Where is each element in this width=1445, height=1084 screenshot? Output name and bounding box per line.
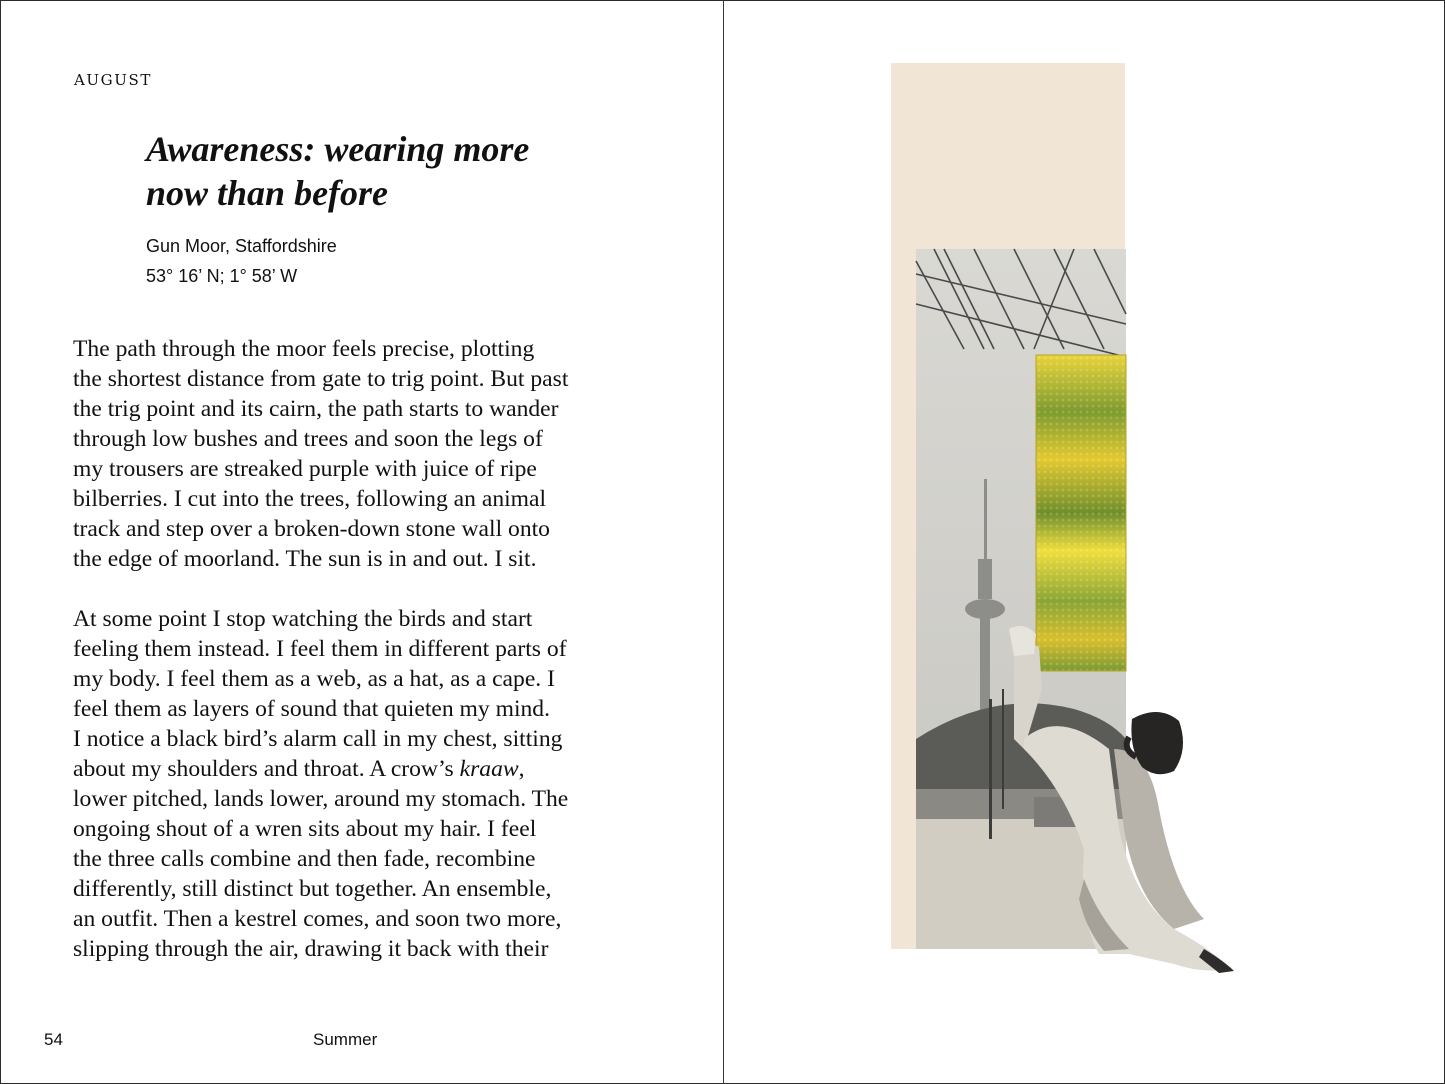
text-line: differently, still distinct but together. An ensemble,: [73, 876, 552, 902]
text-fragment: about my shoulders and throat. A crow’s: [73, 756, 460, 782]
text-line: feeling them instead. I feel them in different parts of: [73, 636, 567, 662]
text-line: my trousers are streaked purple with juice of ripe: [73, 456, 537, 482]
chapter-title: [146, 127, 566, 215]
text-line: the shortest distance from gate to trig point. But past: [73, 366, 569, 392]
running-head: Summer: [313, 1030, 378, 1049]
page-number: 54: [44, 1030, 63, 1049]
chapter-title-line: now than before: [146, 173, 389, 213]
location-coordinates: 53° 16’ N; 1° 58’ W: [146, 266, 298, 286]
text-line: The path through the moor feels precise, plotting: [73, 336, 535, 362]
patterned-panel: [1036, 355, 1126, 671]
italic-word: kraaw: [459, 756, 519, 782]
location-name: Gun Moor, Staffordshire: [146, 236, 337, 256]
text-line: the edge of moorland. The sun is in and out. I sit.: [73, 546, 537, 572]
text-line: feel them as layers of sound that quieten my mind.: [73, 696, 551, 722]
text-line: track and step over a broken-down stone wall onto: [73, 516, 550, 542]
paragraph: [73, 334, 633, 574]
right-page: [724, 1, 1445, 1084]
text-line: the trig point and its cairn, the path starts to wander: [73, 396, 559, 422]
body-text: [73, 334, 633, 994]
text-line: the three calls combine and then fade, recombine: [73, 846, 536, 872]
text-line: lower pitched, lands lower, around my stomach. The: [73, 786, 569, 812]
left-page: [1, 1, 723, 1084]
text-line: I notice a black bird’s alarm call in my chest, sitting: [73, 726, 563, 752]
text-line: [73, 754, 633, 784]
text-fragment: ,: [518, 756, 525, 782]
collage-illustration: [874, 49, 1399, 1064]
text-line: bilberries. I cut into the trees, following an animal: [73, 486, 547, 512]
month-heading: AUGUST: [74, 71, 152, 89]
location-block: [146, 231, 337, 291]
text-line: slipping through the air, drawing it back with their: [73, 936, 549, 962]
text-line: an outfit. Then a kestrel comes, and soon two more,: [73, 906, 562, 932]
text-line: through low bushes and trees and soon the legs of: [73, 426, 543, 452]
text-line: my body. I feel them as a web, as a hat, as a cape. I: [73, 666, 555, 692]
text-line: At some point I stop watching the birds and start: [73, 606, 533, 632]
chapter-title-line: Awareness: wearing more: [146, 129, 530, 169]
text-line: ongoing shout of a wren sits about my hair. I feel: [73, 816, 537, 842]
paragraph: [73, 604, 633, 964]
